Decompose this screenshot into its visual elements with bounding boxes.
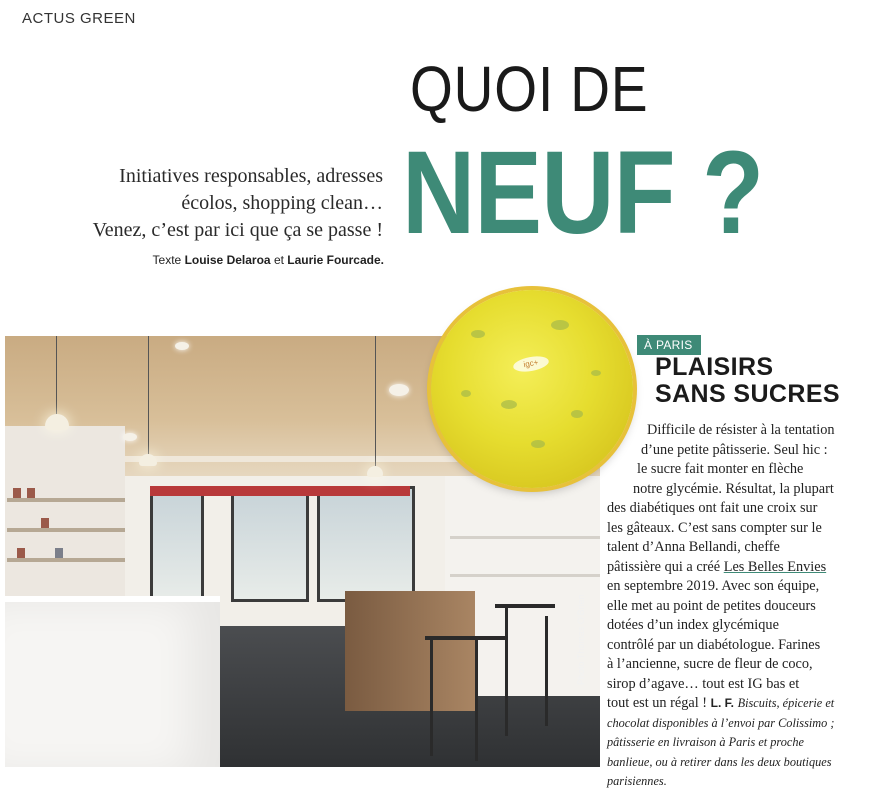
headline-line-2: NEUF ? [402, 127, 764, 259]
photo-stool-leg [475, 636, 478, 761]
photo-awning [150, 486, 410, 496]
photo-shelf [7, 498, 125, 502]
photo-credit: Photo Thomas O'Brien [576, 594, 586, 685]
body-line: notre glycémie. Résultat, la plupart [633, 480, 834, 497]
photo-counter [5, 596, 220, 767]
credit-and: et [273, 253, 284, 267]
tart-speck [461, 390, 471, 397]
text-credits [44, 253, 384, 267]
tart-speck [501, 400, 517, 409]
article-title [655, 354, 840, 408]
intro-line: Initiatives responsables, adresses [119, 165, 383, 187]
photo-jar [17, 548, 25, 558]
tart-logo: igc+ [512, 354, 550, 374]
info-line: chocolat disponibles à l’envoi par Colissimo ; [607, 715, 835, 730]
body-line: talent d’Anna Bellandi, cheffe [607, 539, 780, 555]
body-text: pâtissière qui a créé [607, 558, 721, 575]
lemon-tart-image [431, 290, 633, 488]
photo-jar [13, 488, 21, 498]
photo-wood-counter [345, 591, 475, 711]
body-line: des diabétiques ont fait une croix sur [607, 500, 818, 516]
photo-shelf [7, 528, 125, 532]
tart-speck [591, 370, 601, 376]
body-text: tout est un régal ! [607, 695, 708, 711]
photo-stool-seat [425, 636, 505, 640]
photo-stool-seat [495, 604, 555, 608]
photo-jar [41, 518, 49, 528]
credit-prefix: Texte [152, 253, 182, 267]
body-line: contrôlé par un diabétologue. Farines [607, 636, 821, 653]
body-line: elle met au point de petites douceurs [607, 597, 816, 614]
photo-lamp-cord [148, 336, 149, 454]
info-text: Biscuits, épicerie et [737, 696, 835, 710]
photo-jar [55, 548, 63, 558]
intro-text [53, 163, 383, 244]
author-initials: L. F. [710, 696, 734, 710]
photo-lamp-cord [56, 336, 57, 414]
photo-shelf [7, 558, 125, 562]
photo-window [317, 486, 415, 602]
info-line: banlieue, ou à retirer dans les deux boutiques [607, 754, 832, 769]
body-line: Difficile de résister à la tentation [647, 422, 835, 438]
photo-stool-leg [505, 606, 508, 736]
headline-line-1: QUOI DE [410, 53, 649, 125]
body-line: les gâteaux. C’est sans compter sur le [607, 519, 822, 536]
photo-spotlight [389, 384, 409, 396]
photo-lamp [139, 454, 157, 466]
body-line: à l’ancienne, sucre de fleur de coco, [607, 656, 813, 672]
article-title-line: PLAISIRS [655, 353, 774, 381]
article-title-line: SANS SUCRES [655, 380, 840, 408]
tart-speck [471, 330, 485, 338]
photo-shelf [450, 536, 600, 539]
photo-lamp [367, 466, 383, 477]
photo-window [150, 486, 204, 602]
tart-speck [571, 410, 583, 418]
body-line [607, 558, 855, 578]
body-line: sirop d’agave… tout est IG bas et [607, 675, 800, 692]
body-line: d’une petite pâtisserie. Seul hic : [641, 441, 828, 458]
photo-shelf [450, 574, 600, 577]
body-line: dotées d’un index glycémique [607, 617, 779, 633]
author-2: Laurie Fourcade. [287, 253, 384, 267]
photo-stool-leg [430, 636, 433, 756]
photo-lamp-cord [375, 336, 376, 466]
tart-speck [531, 440, 545, 448]
section-label: ACTUS GREEN [22, 10, 136, 27]
article-body [607, 421, 855, 792]
info-line: parisiennes. [607, 774, 667, 788]
body-line [607, 694, 855, 714]
body-line: en septembre 2019. Avec son équipe, [607, 578, 820, 594]
info-line: pâtisserie en livraison à Paris et proche [607, 735, 804, 749]
intro-line: Venez, c’est par ici que ça se passe ! [92, 219, 383, 241]
location-tag: À PARIS [637, 335, 701, 355]
photo-stool-leg [545, 616, 548, 726]
author-1: Louise Delaroa [184, 253, 271, 267]
tart-speck [551, 320, 569, 330]
shop-link[interactable]: Les Belles Envies [723, 558, 827, 575]
photo-spotlight [123, 433, 137, 441]
body-line: le sucre fait monter en flèche [637, 461, 804, 477]
photo-spotlight [175, 342, 189, 350]
intro-line: écolos, shopping clean… [181, 192, 383, 214]
photo-window [231, 486, 309, 602]
photo-jar [27, 488, 35, 498]
